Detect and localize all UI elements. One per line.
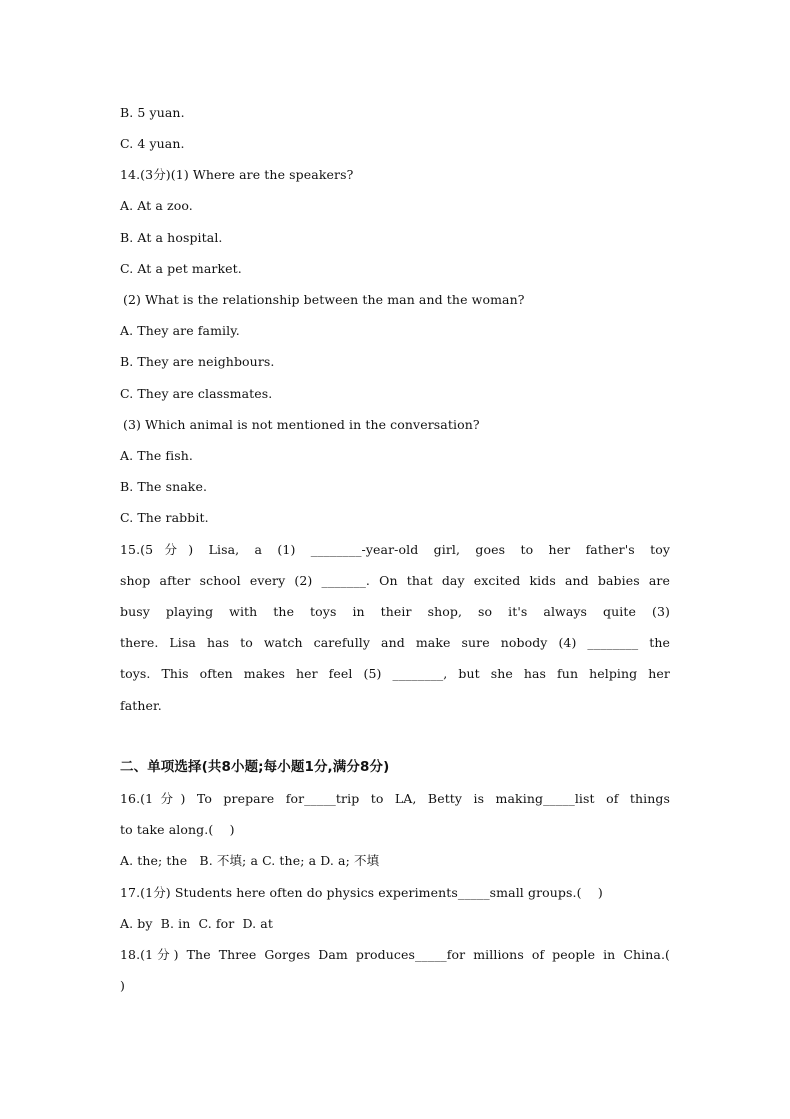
question-15-line-1: 15.(5分) Lisa, a (1) ________-year-old girl, goes to her father's toy	[120, 542, 670, 557]
option-14-2a: A. They are family.	[120, 323, 240, 338]
question-16-cont: to take along.( )	[120, 822, 235, 837]
question-14-1: 14.(3分)(1) Where are the speakers?	[120, 167, 354, 182]
option-14-1b: B. At a hospital.	[120, 230, 223, 245]
option-14-2b: B. They are neighbours.	[120, 354, 275, 369]
question-18-cont: )	[120, 978, 125, 993]
options-16: A. the; the B. 不填; a C. the; a D. a; 不填	[120, 853, 380, 868]
question-16: 16.(1分) To prepare for_____trip to LA, Betty is making_____list of things	[120, 791, 670, 806]
options-17: A. by B. in C. for D. at	[120, 916, 273, 931]
question-14-2: (2) What is the relationship between the man and the woman?	[123, 292, 525, 307]
option-13b: B. 5 yuan.	[120, 105, 185, 120]
question-17: 17.(1分) Students here often do physics experiments_____small groups.( )	[120, 885, 603, 900]
option-14-3c: C. The rabbit.	[120, 510, 209, 525]
question-15-line-2: shop after school every (2) _______. On that day excited kids and babies are	[120, 573, 670, 588]
option-13c: C. 4 yuan.	[120, 136, 185, 151]
question-14-3: (3) Which animal is not mentioned in the conversation?	[123, 417, 480, 432]
option-14-1a: A. At a zoo.	[120, 198, 193, 213]
option-14-2c: C. They are classmates.	[120, 386, 273, 401]
question-15-line-4: there. Lisa has to watch carefully and make sure nobody (4) ________ the	[120, 635, 670, 650]
question-15-line-3: busy playing with the toys in their shop, so it's always quite (3)	[120, 604, 670, 619]
question-18: 18.(1分) The Three Gorges Dam produces_____for millions of people in China.(	[120, 947, 670, 962]
question-15-line-5: toys. This often makes her feel (5) ________, but she has fun helping her	[120, 666, 670, 681]
question-15-line-6: father.	[120, 698, 162, 713]
option-14-1c: C. At a pet market.	[120, 261, 242, 276]
option-14-3a: A. The fish.	[120, 448, 193, 463]
section-heading: 二、单项选择(共8小题;每小题1分,满分8分)	[120, 759, 390, 775]
option-14-3b: B. The snake.	[120, 479, 208, 494]
